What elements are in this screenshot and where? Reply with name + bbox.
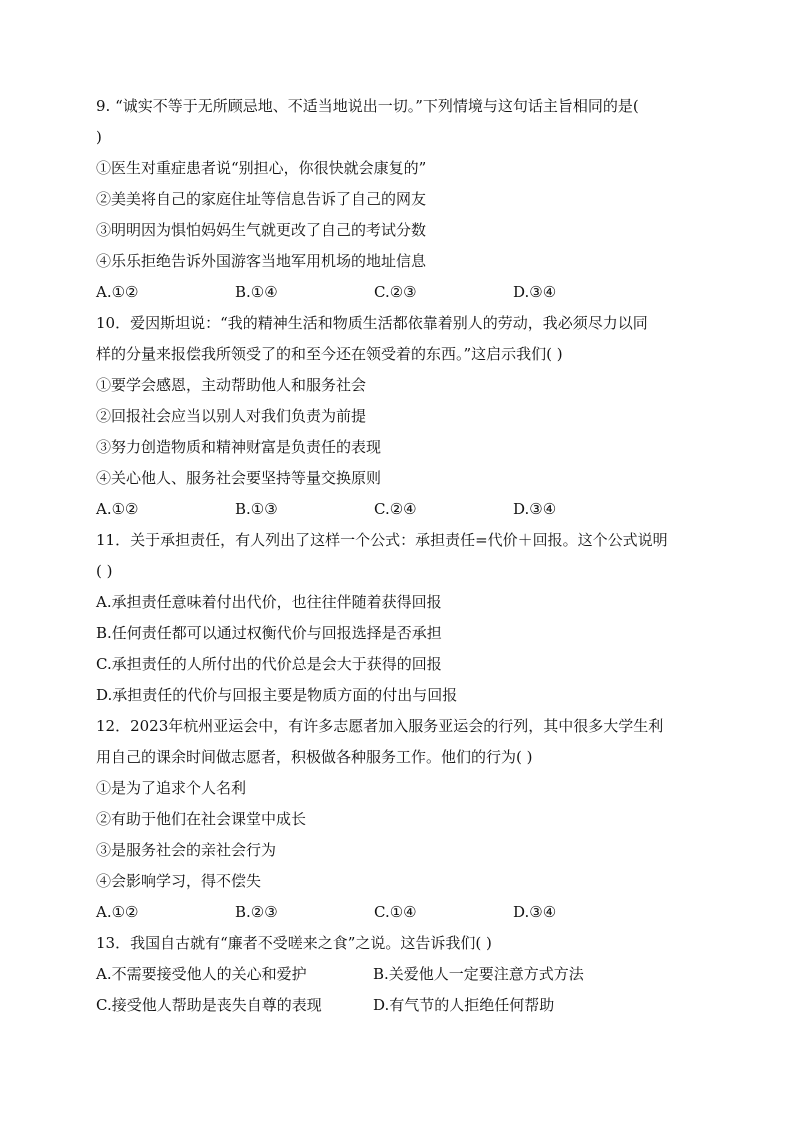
question-11-stem-line-2: ( ) (96, 562, 113, 580)
question-9-option-b[interactable]: B.①④ (235, 283, 278, 301)
question-13-options-row-2 (96, 995, 696, 1015)
question-12-statement-1: ①是为了追求个人名利 (96, 779, 247, 797)
question-13-option-d[interactable]: D.有气节的人拒绝任何帮助 (373, 996, 555, 1014)
question-12-option-b[interactable]: B.②③ (235, 903, 278, 921)
question-13-option-c[interactable]: C.接受他人帮助是丧失自尊的表现 (96, 996, 322, 1014)
question-10-stem-line-2: 样的分量来报偿我所领受了的和至今还在领受着的东西。”这启示我们( ) (96, 345, 563, 363)
question-10-option-c[interactable]: C.②④ (374, 500, 417, 518)
question-10-option-d[interactable]: D.③④ (513, 500, 557, 518)
question-9-statement-1: ①医生对重症患者说“别担心，你很快就会康复的” (96, 159, 427, 177)
question-12-option-a[interactable]: A.①② (96, 903, 139, 921)
question-12-statement-2: ②有助于他们在社会课堂中成长 (96, 810, 307, 828)
question-12-stem-line-2: 用自己的课余时间做志愿者，积极做各种服务工作。他们的行为( ) (96, 748, 533, 766)
question-9-statement-2: ②美美将自己的家庭住址等信息告诉了自己的网友 (96, 190, 427, 208)
question-11-option-d[interactable]: D.承担责任的代价与回报主要是物质方面的付出与回报 (96, 686, 458, 704)
question-12-statement-3: ③是服务社会的亲社会行为 (96, 841, 277, 859)
question-11-stem-line-1: 11．关于承担责任，有人列出了这样一个公式：承担责任=代价＋回报。这个公式说明 (96, 531, 668, 549)
question-13-stem: 13．我国自古就有“廉者不受嗟来之食”之说。这告诉我们( ) (96, 934, 492, 952)
question-13-option-b[interactable]: B.关爱他人一定要注意方式方法 (373, 965, 584, 983)
question-9-stem-line-2: ) (96, 128, 102, 146)
question-11-option-c[interactable]: C.承担责任的人所付出的代价总是会大于获得的回报 (96, 655, 442, 673)
question-9-option-a[interactable]: A.①② (96, 283, 139, 301)
question-12-option-c[interactable]: C.①④ (374, 903, 417, 921)
question-10-statement-4: ④关心他人、服务社会要坚持等量交换原则 (96, 469, 382, 487)
question-10-options (96, 499, 696, 519)
question-10-option-a[interactable]: A.①② (96, 500, 139, 518)
question-10-statement-3: ③努力创造物质和精神财富是负责任的表现 (96, 438, 382, 456)
question-9-statement-4: ④乐乐拒绝告诉外国游客当地军用机场的地址信息 (96, 252, 427, 270)
question-10-stem-line-1: 10．爱因斯坦说：“我的精神生活和物质生活都依靠着别人的劳动，我必须尽力以同 (96, 314, 648, 332)
question-12-options (96, 902, 696, 922)
question-13-option-a[interactable]: A.不需要接受他人的关心和爱护 (96, 965, 307, 983)
question-10-option-b[interactable]: B.①③ (235, 500, 278, 518)
question-10-statement-2: ②回报社会应当以别人对我们负责为前提 (96, 407, 367, 425)
question-9-option-d[interactable]: D.③④ (513, 283, 557, 301)
question-12-statement-4: ④会影响学习，得不偿失 (96, 872, 262, 890)
question-12-option-d[interactable]: D.③④ (513, 903, 557, 921)
question-12-stem-line-1: 12．2023年杭州亚运会中，有许多志愿者加入服务亚运会的行列，其中很多大学生利 (96, 717, 664, 735)
question-11-option-b[interactable]: B.任何责任都可以通过权衡代价与回报选择是否承担 (96, 624, 442, 642)
question-10-statement-1: ①要学会感恩，主动帮助他人和服务社会 (96, 376, 367, 394)
question-9-stem-line-1: 9. “诚实不等于无所顾忌地、不适当地说出一切。”下列情境与这句话主旨相同的是( (96, 97, 639, 115)
question-9-option-c[interactable]: C.②③ (374, 283, 417, 301)
question-9-statement-3: ③明明因为惧怕妈妈生气就更改了自己的考试分数 (96, 221, 427, 239)
question-9-options (96, 282, 696, 302)
question-13-options-row-1 (96, 964, 696, 984)
question-11-option-a[interactable]: A.承担责任意味着付出代价，也往往伴随着获得回报 (96, 593, 442, 611)
